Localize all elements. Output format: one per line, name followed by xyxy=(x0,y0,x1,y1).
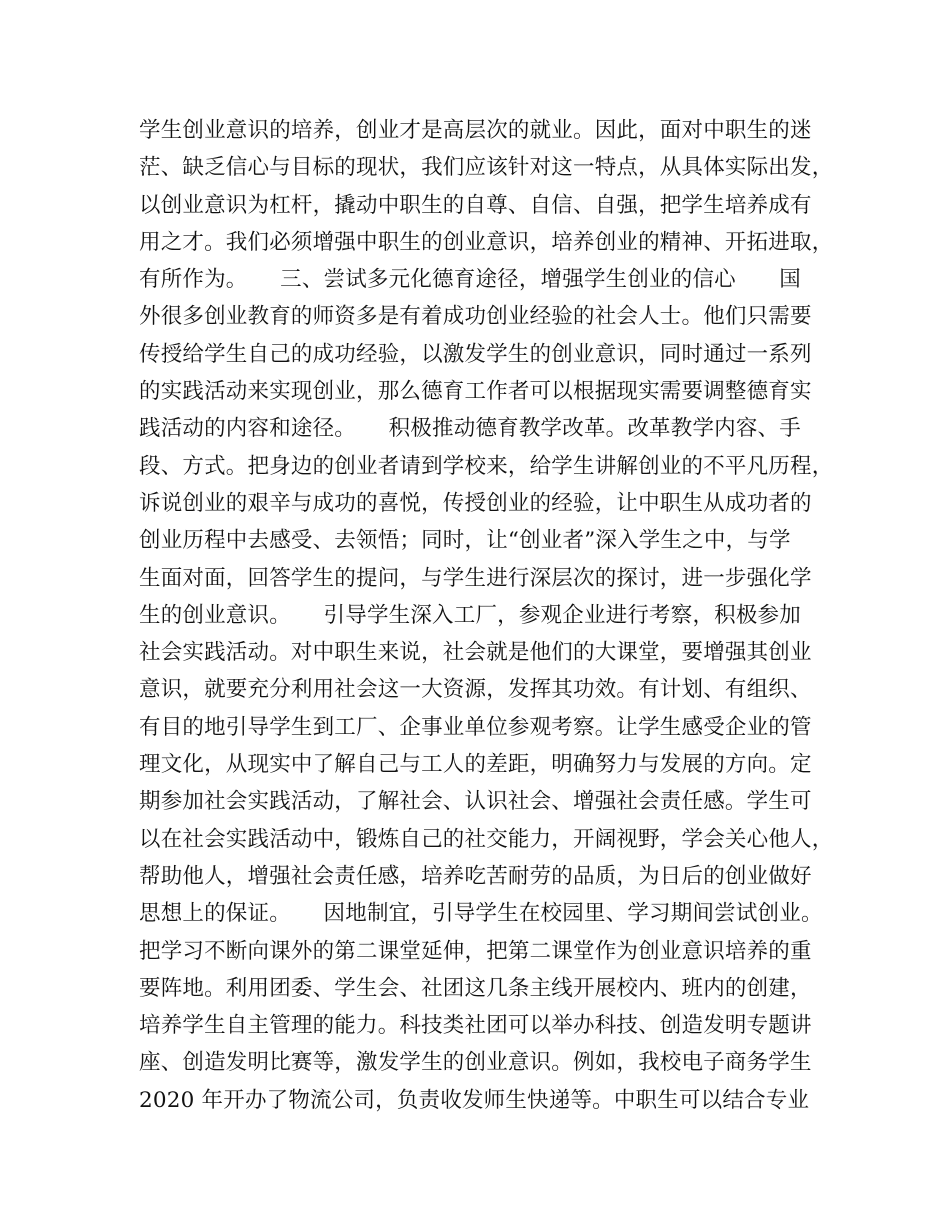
text-line: 诉说创业的艰辛与成功的喜悦，传授创业的经验，让中职生从成功者的 xyxy=(139,490,812,516)
text-line: 有所作为。 三、尝试多元化德育途径，增强学生创业的信心 国 xyxy=(139,267,801,293)
text-line: 2020 年开办了物流公司，负责收发师生快递等。中职生可以结合专业 xyxy=(139,1087,810,1113)
text-line: 茫、缺乏信心与目标的现状，我们应该针对这一特点，从具体实际出发， xyxy=(139,155,834,181)
text-line: 用之才。我们必须增强中职生的创业意识，培养创业的精神、开拓进取， xyxy=(139,229,834,255)
text-line: 创业历程中去感受、去领悟；同时，让“创业者”深入学生之中，与学 xyxy=(139,528,791,554)
text-line: 帮助他人，增强社会责任感，培养吃苦耐劳的品质，为日后的创业做好 xyxy=(139,863,812,889)
text-line: 生的创业意识。 引导学生深入工厂，参观企业进行考察，积极参加 xyxy=(139,602,801,628)
text-line: 培养学生自主管理的能力。科技类社团可以举办科技、创造发明专题讲 xyxy=(139,1013,812,1039)
text-line: 以创业意识为杠杆，撬动中职生的自尊、自信、自强，把学生培养成有 xyxy=(139,192,812,218)
text-line: 座、创造发明比赛等，激发学生的创业意识。例如，我校电子商务学生 xyxy=(139,1050,812,1076)
text-line: 期参加社会实践活动，了解社会、认识社会、增强社会责任感。学生可 xyxy=(139,789,812,815)
text-line: 外很多创业教育的师资多是有着成功创业经验的社会人士。他们只需要 xyxy=(139,304,812,330)
text-line: 有目的地引导学生到工厂、企事业单位参观考察。让学生感受企业的管 xyxy=(139,714,812,740)
text-line: 社会实践活动。对中职生来说，社会就是他们的大课堂，要增强其创业 xyxy=(139,640,812,666)
text-line: 学生创业意识的培养，创业才是高层次的就业。因此，面对中职生的迷 xyxy=(139,118,812,143)
text-line: 意识，就要充分利用社会这一大资源，发挥其功效。有计划、有组织、 xyxy=(139,677,812,703)
text-line: 传授给学生自己的成功经验，以激发学生的创业意识，同时通过一系列 xyxy=(139,341,812,367)
text-line: 生面对面，回答学生的提问，与学生进行深层次的探讨，进一步强化学 xyxy=(139,565,812,591)
text-line: 要阵地。利用团委、学生会、社团这几条主线开展校内、班内的创建， xyxy=(139,975,812,1001)
text-line: 把学习不断向课外的第二课堂延伸，把第二课堂作为创业意识培养的重 xyxy=(139,938,812,964)
text-line: 思想上的保证。 因地制宜，引导学生在校园里、学习期间尝试创业。 xyxy=(139,901,823,927)
body-text xyxy=(139,112,839,1119)
text-line: 以在社会实践活动中，锻炼自己的社交能力，开阔视野，学会关心他人， xyxy=(139,826,834,852)
text-line: 践活动的内容和途径。 积极推动德育教学改革。改革教学内容、手 xyxy=(139,416,801,442)
text-line: 理文化，从现实中了解自己与工人的差距，明确努力与发展的方向。定 xyxy=(139,752,812,778)
text-line: 段、方式。把身边的创业者请到学校来，给学生讲解创业的不平凡历程， xyxy=(139,453,834,479)
text-line: 的实践活动来实现创业，那么德育工作者可以根据现实需要调整德育实 xyxy=(139,379,812,405)
